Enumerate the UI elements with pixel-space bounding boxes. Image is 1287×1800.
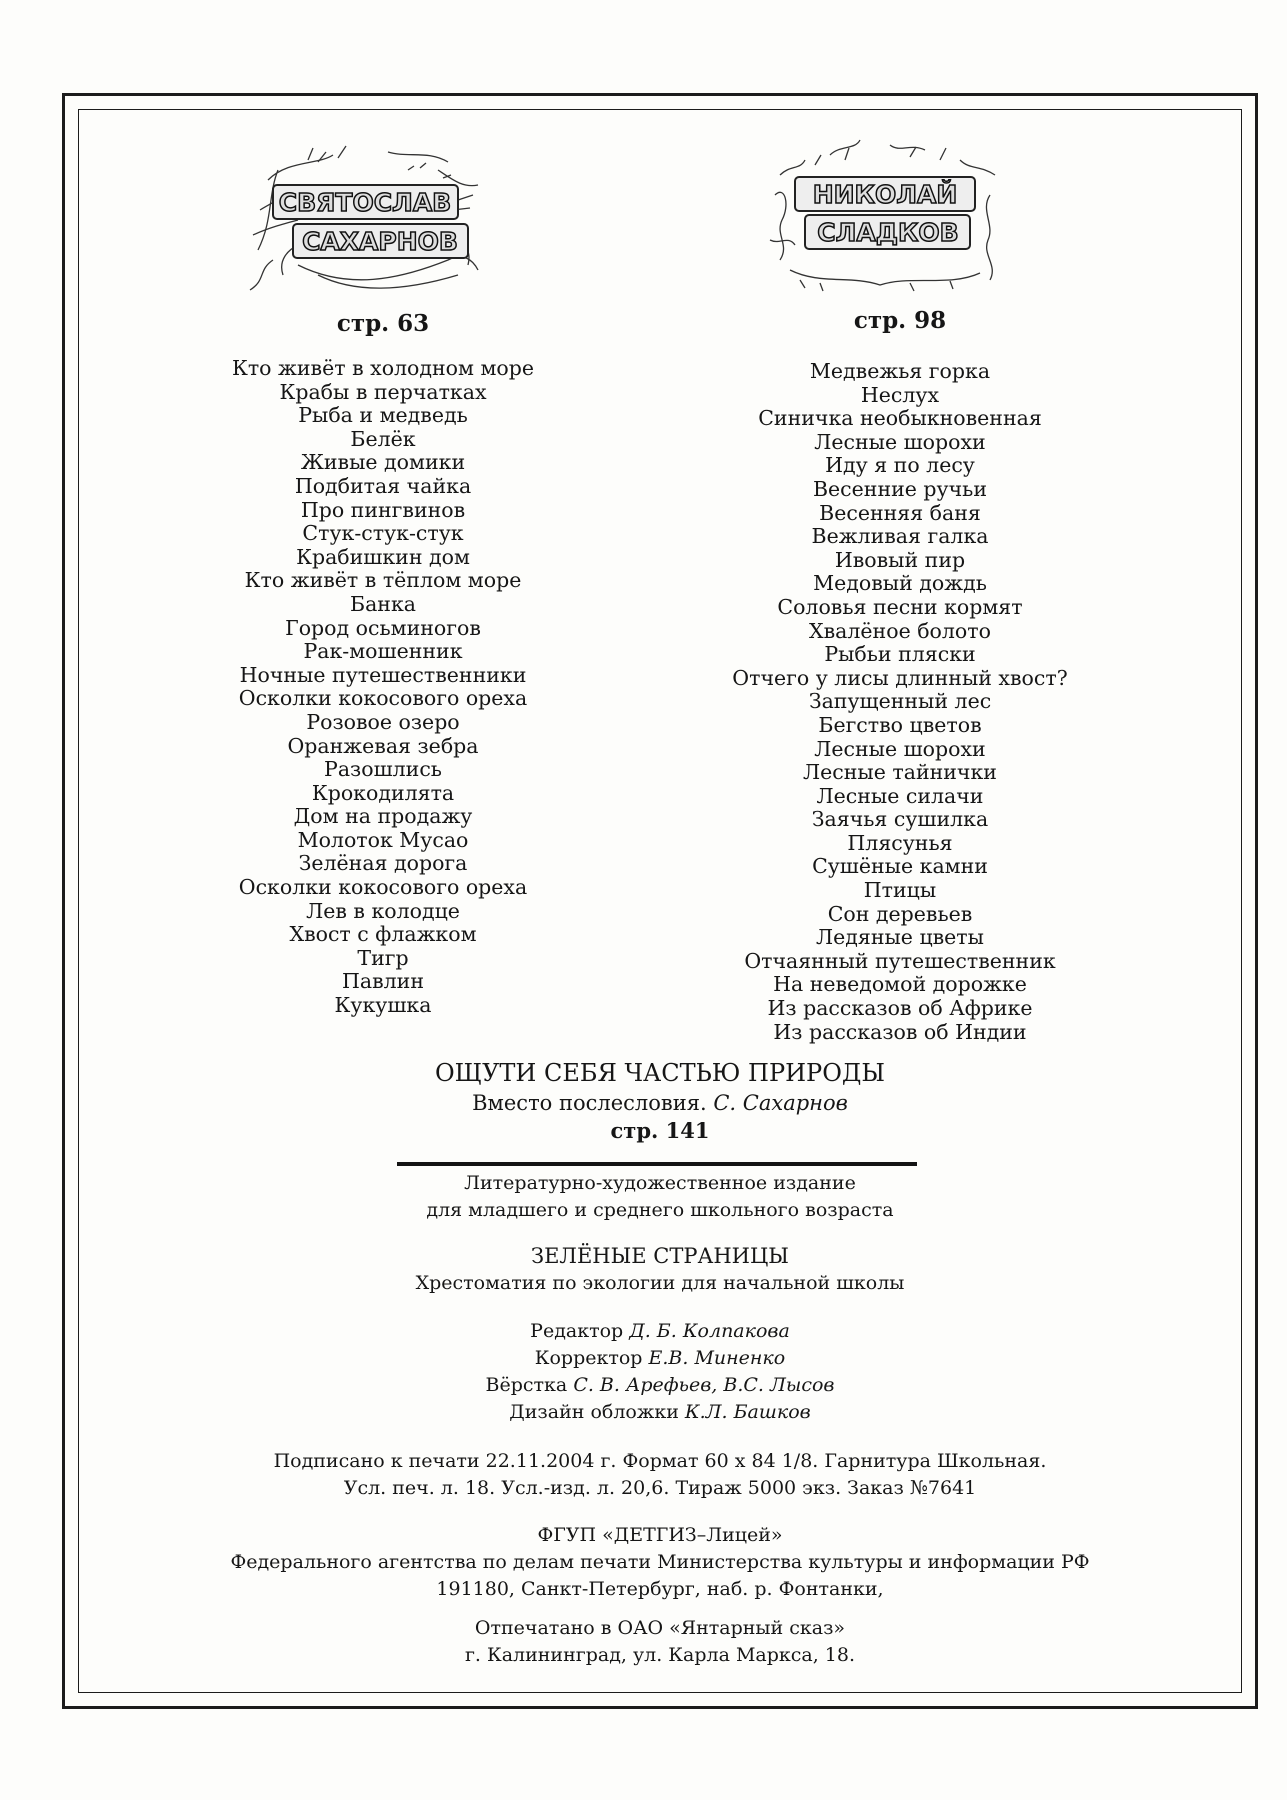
story-title: Зелёная дорога: [298, 851, 468, 876]
story-title: Оранжевая зебра: [287, 733, 479, 758]
story-title: Лев в колодце: [306, 898, 460, 923]
story-title: Лесные шорохи: [814, 429, 986, 454]
story-title: Хвост с флажком: [289, 922, 477, 947]
printer-line2: г. Калининград, ул. Карла Маркса, 18.: [464, 1644, 856, 1666]
credit-line: [78, 1318, 1242, 1345]
story-title: Сушёные камни: [812, 854, 988, 879]
credit-line: [78, 1399, 1242, 1426]
story-title: Хвалёное болото: [809, 618, 991, 643]
story-title: Кукушка: [334, 993, 432, 1018]
book-subtitle: Хрестоматия по экологии для начальной школы: [415, 1272, 905, 1294]
story-title: Дом на продажу: [293, 804, 473, 829]
story-title: Отчаянный путешественник: [744, 948, 1056, 973]
print-info-line1: Подписано к печати 22.11.2004 г. Формат 60 х 84 1/8. Гарнитура Школьная.: [273, 1450, 1047, 1472]
imprint-book: [78, 1242, 1242, 1297]
story-title: Ночные путешественники: [239, 662, 527, 687]
publisher-line3: 191180, Санкт-Петербург, наб. р. Фонтанки,: [436, 1578, 884, 1600]
story-title: Банка: [350, 591, 416, 616]
story-title: Заячья сушилка: [811, 807, 989, 832]
credit-role: Дизайн обложки: [509, 1401, 679, 1423]
story-title: Птицы: [863, 878, 937, 903]
story-title: Белёк: [350, 426, 416, 451]
credit-name: Д. Б. Колпакова: [629, 1320, 790, 1342]
printer-line1: Отпечатано в ОАО «Янтарный сказ»: [474, 1617, 846, 1639]
story-title: Весенняя баня: [819, 500, 981, 525]
logo-text-line1: НИКОЛАЙ: [812, 180, 958, 209]
credit-role: Редактор: [530, 1320, 624, 1342]
divider-rule: [397, 1162, 917, 1166]
story-title: Отчего у лисы длинный хвост?: [732, 665, 1068, 690]
story-title: Лесные тайнички: [803, 760, 997, 785]
story-title: Из рассказов об Индии: [773, 1019, 1027, 1044]
credit-line: [78, 1345, 1242, 1372]
story-title: Кто живёт в холодном море: [231, 356, 535, 380]
story-title: Подбитая чайка: [294, 473, 472, 498]
story-title: Крокодилята: [311, 780, 455, 805]
story-title: Бегство цветов: [818, 712, 982, 737]
imprint-credits: [78, 1318, 1242, 1426]
logo-text-line2: СЛАДКОВ: [817, 218, 959, 247]
story-title: На неведомой дорожке: [773, 972, 1027, 997]
story-title: Розовое озеро: [306, 709, 460, 734]
afterword-title: ОЩУТИ СЕБЯ ЧАСТЬЮ ПРИРОДЫ: [435, 1059, 885, 1087]
afterword-subtitle: [78, 1089, 1242, 1117]
page-ref-right: стр. 98: [853, 307, 947, 334]
story-title: Осколки кокосового ореха: [238, 686, 528, 711]
story-title: Крабы в перчатках: [279, 379, 487, 404]
story-title: Медвежья горка: [809, 359, 991, 383]
story-list-left: [183, 357, 583, 1018]
logo-text-line2: САХАРНОВ: [302, 227, 458, 256]
story-title: Лесные шорохи: [814, 736, 986, 761]
story-title: Ледяные цветы: [816, 925, 984, 950]
story-title: Кто живёт в тёплом море: [244, 568, 522, 593]
story-title: Павлин: [342, 969, 424, 994]
story-title: Молоток Мусао: [297, 827, 469, 852]
story-title: Рак-мошенник: [303, 639, 463, 664]
afterword-block: [78, 1057, 1242, 1145]
story-title: Весенние ручьи: [812, 476, 987, 501]
credit-name: Е.В. Миненко: [648, 1347, 786, 1369]
story-list-right: [700, 360, 1100, 1044]
afterword-page-ref: стр. 141: [610, 1118, 710, 1143]
imprint-edition: [78, 1170, 1242, 1224]
story-title: Иду я по лесу: [825, 453, 975, 478]
story-title: Осколки кокосового ореха: [238, 875, 528, 900]
publisher-line2: Федерального агентства по делам печати Министерства культуры и информации РФ: [230, 1551, 1090, 1573]
story-title: Соловья песни кормят: [777, 594, 1023, 619]
story-title: Плясунья: [847, 830, 953, 855]
logo-text-line1: СВЯТОСЛАВ: [278, 188, 452, 217]
story-title: Вежливая галка: [811, 524, 989, 549]
story-title: Сон деревьев: [827, 901, 973, 926]
edition-type-line2: для младшего и среднего школьного возраста: [426, 1199, 894, 1221]
story-title: Город осьминогов: [285, 615, 481, 640]
story-title: Запущенный лес: [808, 689, 992, 714]
story-title: Ивовый пир: [834, 547, 966, 572]
credit-name: К.Л. Башков: [684, 1401, 811, 1423]
story-title: Разошлись: [324, 757, 442, 782]
credit-role: Корректор: [534, 1347, 643, 1369]
publisher-line1: ФГУП «ДЕТГИЗ–Лицей»: [537, 1524, 783, 1546]
imprint-publisher: [78, 1522, 1242, 1603]
story-title: Живые домики: [300, 450, 466, 475]
story-title: Из рассказов об Африке: [767, 996, 1033, 1021]
story-title: Лесные силачи: [816, 783, 984, 808]
author-logo-sladkov: [760, 135, 1010, 295]
credit-name: С. В. Арефьев, В.С. Лысов: [573, 1374, 835, 1396]
afterword-subtitle-text: Вместо послесловия.: [472, 1091, 707, 1115]
story-title: Рыба и медведь: [298, 403, 468, 428]
edition-type-line1: Литературно-художественное издание: [464, 1172, 856, 1194]
story-title: Тигр: [357, 945, 409, 970]
story-title: Стук-стук-стук: [302, 521, 464, 546]
credit-line: [78, 1372, 1242, 1399]
imprint-print-info: [78, 1448, 1242, 1502]
imprint-printer: [78, 1615, 1242, 1669]
story-title: Про пингвинов: [300, 497, 466, 522]
book-title: ЗЕЛЁНЫЕ СТРАНИЦЫ: [531, 1244, 789, 1268]
story-title: Медовый дождь: [813, 571, 987, 596]
print-info-line2: Усл. печ. л. 18. Усл.-изд. л. 20,6. Тираж 5000 экз. Заказ №7641: [343, 1477, 977, 1499]
story-title: Неслух: [860, 382, 940, 407]
afterword-subtitle-author: С. Сахарнов: [713, 1091, 848, 1115]
credit-role: Вёрстка: [485, 1374, 568, 1396]
story-title: Рыбьи пляски: [824, 642, 976, 667]
author-logo-sakharnov: [238, 140, 488, 300]
page-ref-left: стр. 63: [336, 310, 430, 337]
story-title: Крабишкин дом: [296, 544, 470, 569]
story-title: Синичка необыкновенная: [758, 406, 1042, 431]
